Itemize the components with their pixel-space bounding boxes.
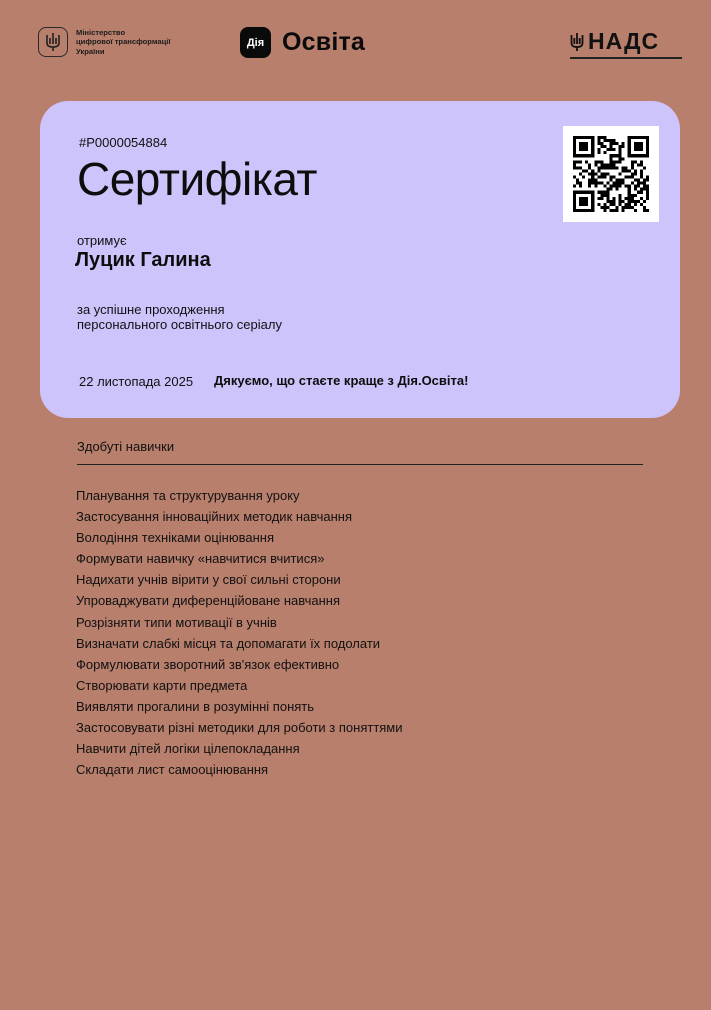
skill-item: Складати лист самооцінювання: [76, 762, 269, 778]
skill-item: Застосування інноваційних методик навчання: [76, 509, 353, 525]
diia-brand-name: Освіта: [282, 28, 366, 56]
thanks-message: Дякуємо, що стаєте краще з Дія.Освіта!: [214, 373, 469, 388]
trident-icon: [38, 27, 68, 57]
skills-heading: Здобуті навички: [77, 439, 175, 454]
skill-item: Упроваджувати диференційоване навчання: [76, 593, 341, 609]
skill-item: Формувати навичку «навчитися вчитися»: [76, 551, 325, 567]
skill-item: Формулювати зворотний зв'язок ефективно: [76, 656, 340, 672]
diia-osvita-logo: [240, 27, 365, 58]
reason-line-2: персонального освітнього серіалу: [77, 317, 282, 332]
skill-item: Створювати карти предмета: [76, 677, 248, 693]
skills-list: [76, 485, 403, 780]
ministry-line-2: цифрової трансформації: [76, 37, 171, 47]
ministry-logo: [38, 27, 188, 57]
skill-item: Навчити дітей логіки цілепокладання: [76, 741, 300, 757]
certificate-reason: [77, 302, 377, 332]
ministry-line-3: України: [76, 46, 105, 56]
skill-item: Розрізняти типи мотивації в учнів: [76, 614, 277, 630]
skill-item: Планування та структурування уроку: [76, 488, 300, 503]
diia-logo-icon: Дія: [240, 27, 271, 58]
certificate-card: [40, 101, 680, 418]
ministry-name: [76, 28, 188, 57]
certificate-title: Сертифікат: [77, 153, 317, 205]
reason-line-1: за успішне проходження: [77, 302, 225, 317]
qr-code-icon: [573, 136, 649, 212]
skill-item: Визначати слабкі місця та допомагати їх подолати: [76, 635, 381, 651]
header: [0, 0, 711, 80]
skill-item: Виявляти прогалини в розумінні понять: [76, 698, 315, 714]
skill-item: Володіння техніками оцінювання: [76, 530, 274, 546]
nads-underline: [570, 57, 682, 59]
certificate-number: #P0000054884: [79, 135, 168, 150]
skill-item: Надихати учнів вірити у свої сильні сторони: [76, 572, 341, 588]
skills-divider: [77, 464, 643, 465]
skill-item: Застосовувати різні методики для роботи з поняттями: [76, 720, 403, 736]
certificate-date: 22 листопада 2025: [79, 374, 194, 389]
recipient-name: Луцик Галина: [75, 249, 211, 271]
receives-label: отримує: [77, 233, 127, 248]
qr-code[interactable]: [563, 126, 659, 222]
ministry-line-1: Міністерство: [76, 27, 126, 37]
nads-logo: [570, 28, 682, 59]
nads-trident-icon: [570, 32, 584, 52]
nads-text: НАДС: [588, 28, 660, 54]
